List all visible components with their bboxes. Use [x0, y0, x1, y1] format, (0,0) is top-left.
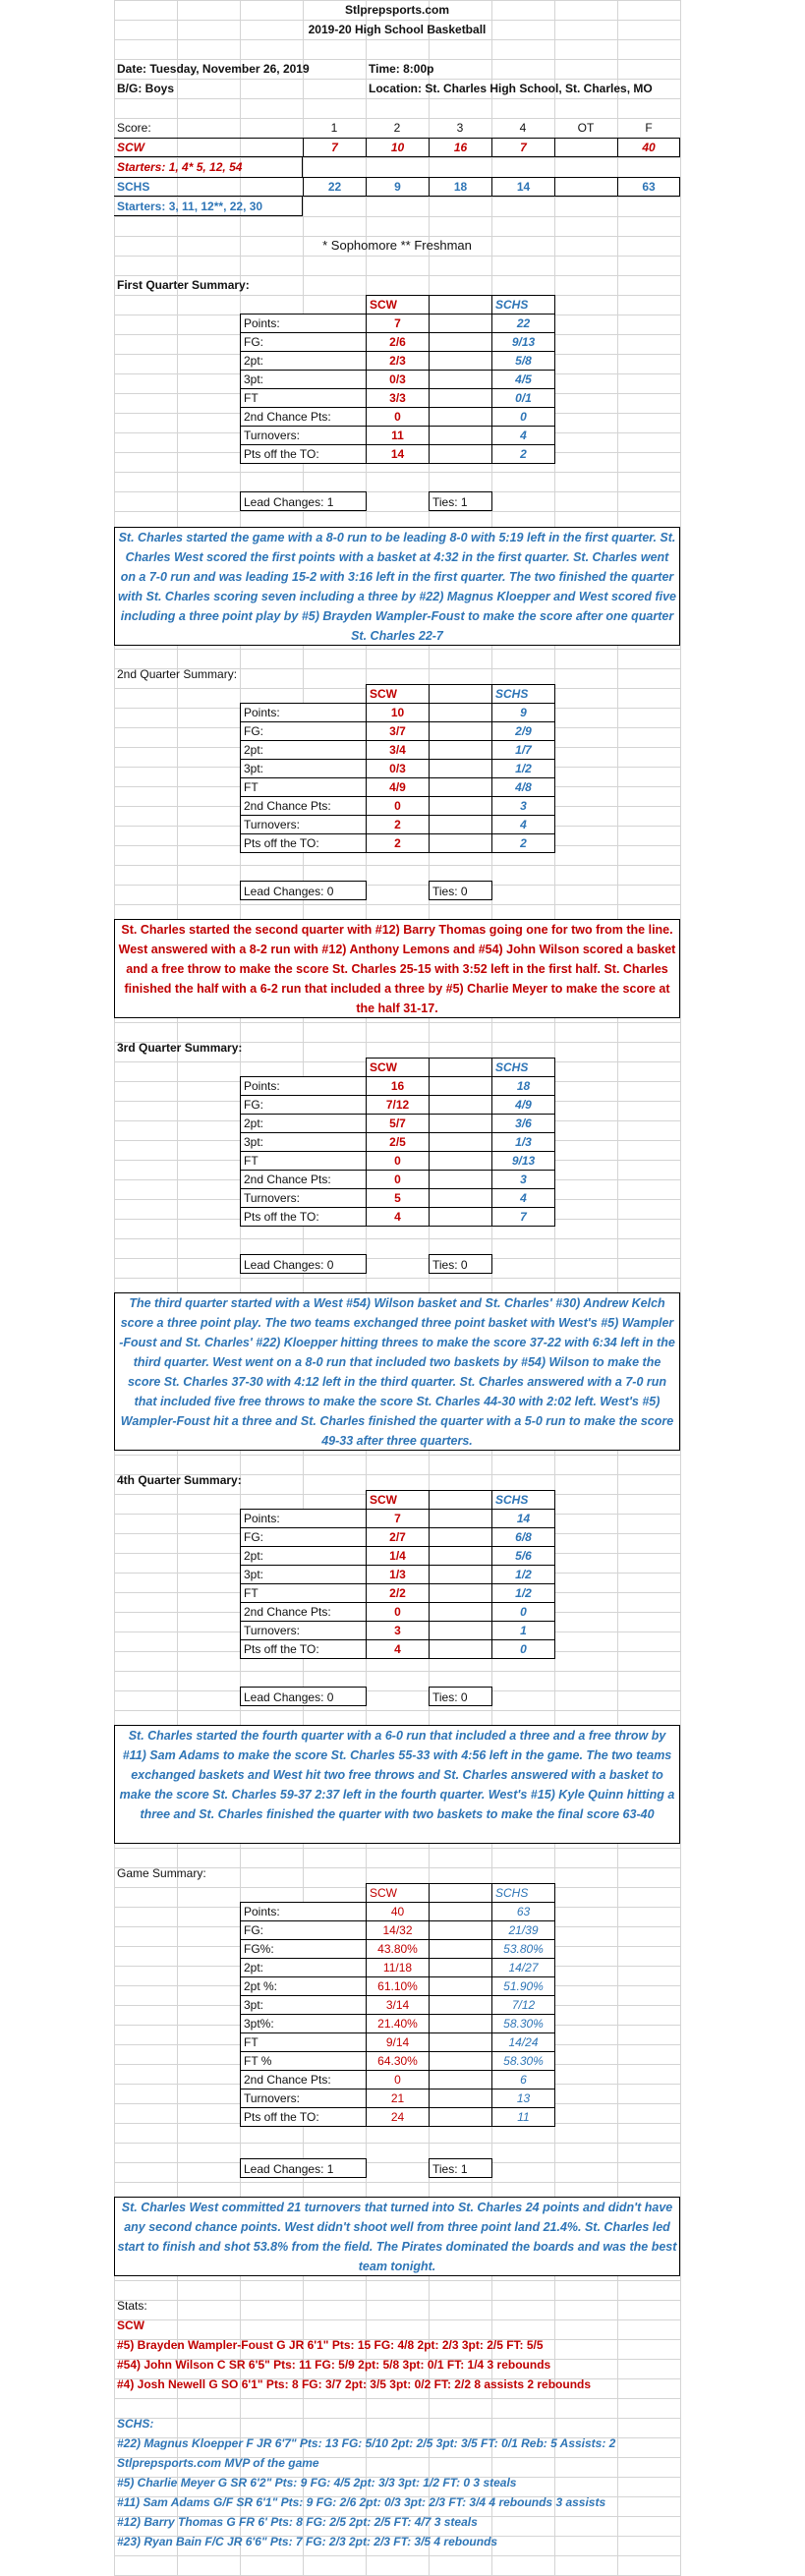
schs-player-line: #12) Barry Thomas G FR 6' Pts: 8 FG: 2/5 2pt: 2/5 FT: 4/7 3 steals: [117, 2515, 478, 2529]
table-row: Turnovers: 11 4: [241, 427, 555, 445]
table-row: Pts off the TO: 4 7: [241, 1208, 555, 1227]
table-row: FT 3/3 0/1: [241, 389, 555, 408]
scw-starters: Starters: 1, 4* 5, 12, 54: [114, 157, 303, 177]
table-row: 3pt: 0/3 1/2: [241, 760, 555, 778]
schs-player-line: #11) Sam Adams G/F SR 6'1" Pts: 9 FG: 2/6 2pt: 0/3 3pt: 2/3 FT: 3/4 4 rebounds 3 assists: [117, 2495, 606, 2509]
q1-stats-table: [240, 295, 555, 464]
scw-header: SCW: [367, 685, 430, 704]
table-row: 2pt: 5/7 3/6: [241, 1115, 555, 1133]
table-row: FG: 14/32 21/39: [241, 1921, 555, 1940]
scw-player-line: #4) Josh Newell G SO 6'1" Pts: 8 FG: 3/7 2pt: 3/5 3pt: 0/2 FT: 2/2 8 assists 2 rebounds: [117, 2377, 592, 2391]
table-row: FG: 7/12 4/9: [241, 1096, 555, 1115]
table-row: Pts off the TO: 14 2: [241, 445, 555, 464]
q2-lead-changes: Lead Changes: 0: [240, 881, 367, 900]
table-row: 2nd Chance Pts: 0 0: [241, 1603, 555, 1622]
schs-header: SCHS: [492, 1884, 555, 1903]
table-row: FT 4/9 4/8: [241, 778, 555, 797]
q4-lead-changes: Lead Changes: 0: [240, 1687, 367, 1706]
schs-header: SCHS: [492, 685, 555, 704]
schs-q1-score: 22: [303, 177, 366, 197]
table-row: 2nd Chance Pts: 0 3: [241, 1171, 555, 1189]
schs-q4-score: 14: [491, 177, 554, 197]
game-narrative: St. Charles West committed 21 turnovers that turned into St. Charles 24 points and didn't have any second chance points. West didn't shoot well from three point land 21.4%. St. Charles led start to finish and shot 53.8% from the field. The Pirates dominated the boards and was the best team tonight.: [114, 2197, 680, 2276]
game-date: Date: Tuesday, November 26, 2019: [117, 62, 310, 76]
q4-stats-table: [240, 1490, 555, 1659]
schs-stats-label: SCHS:: [117, 2417, 154, 2431]
period-header: OT: [577, 121, 595, 135]
table-row: Points: 10 9: [241, 704, 555, 722]
period-header: 2: [393, 121, 401, 135]
table-header-row: [241, 685, 555, 704]
table-row: Pts off the TO: 2 2: [241, 834, 555, 853]
table-row: 2pt %: 61.10% 51.90%: [241, 1977, 555, 1996]
table-row: FG: 2/6 9/13: [241, 333, 555, 352]
gender: B/G: Boys: [117, 82, 175, 95]
game-location: Location: St. Charles High School, St. Charles, MO: [369, 82, 653, 95]
game-lead-changes: Lead Changes: 1: [240, 2158, 367, 2178]
table-row: 3pt%: 21.40% 58.30%: [241, 2015, 555, 2033]
q3-narrative: The third quarter started with a West #54) Wilson basket and St. Charles' #30) Andrew Kelch score a three point play. The two teams exchanged three point basket with West's #5) Wampler -Foust and St. Charles' #22) Kloepper hitting threes to make the score 37-22 with 6:34 left in the third quarter. West went on a 8-0 run that included two baskets by #54) Wilson to make the score St. Charles 37-30 with 4:12 left in the third quarter. St. Charles answered with a 7-0 run that included five free throws to make the score St. Charles 44-30 with 2:02 left. West's #5) Wampler-Foust hit a three and St. Charles finished the quarter with a 5-0 run to make the score 49-33 after three quarters.: [114, 1292, 680, 1451]
table-header-row: [241, 296, 555, 315]
scw-player-line: #5) Brayden Wampler-Foust G JR 6'1" Pts: 15 FG: 4/8 2pt: 2/3 3pt: 2/5 FT: 5/5: [117, 2338, 544, 2352]
table-header-row: [241, 1059, 555, 1077]
table-row: FT 0 9/13: [241, 1152, 555, 1171]
scw-q4-score: 7: [491, 138, 554, 157]
table-row: Turnovers: 2 4: [241, 816, 555, 834]
scw-header: SCW: [367, 1059, 430, 1077]
schs-header: SCHS: [492, 1491, 555, 1510]
scw-q1-score: 7: [303, 138, 366, 157]
q2-ties: Ties: 0: [429, 881, 492, 900]
q1-title: First Quarter Summary:: [117, 278, 250, 292]
season-title: 2019-20 High School Basketball: [308, 23, 487, 36]
table-header-row: [241, 1491, 555, 1510]
table-row: Points: 7 14: [241, 1510, 555, 1528]
period-header: F: [645, 121, 653, 135]
q2-stats-table: [240, 684, 555, 853]
table-row: Turnovers: 5 4: [241, 1189, 555, 1208]
scw-header: SCW: [367, 1491, 430, 1510]
table-row: 3pt: 1/3 1/2: [241, 1566, 555, 1584]
class-legend: * Sophomore ** Freshman: [322, 238, 472, 253]
table-row: FG%: 43.80% 53.80%: [241, 1940, 555, 1959]
stats-title: Stats:: [117, 2299, 147, 2313]
scw-header: SCW: [367, 1884, 430, 1903]
q1-narrative: St. Charles started the game with a 8-0 run to be leading 8-0 with 5:19 left in the first quarter. St. Charles West scored the first points with a basket at 4:32 in the first quarter. St. Charles went on a 7-0 run and was leading 15-2 with 3:16 left in the first quarter. The two finished the quarter with St. Charles scoring seven including a three by #22) Magnus Kloepper and West scored five including a three point play by #5) Brayden Wampler-Foust to make the score after one quarter St. Charles 22-7: [114, 527, 680, 646]
table-row: FT 9/14 14/24: [241, 2033, 555, 2052]
table-row: Pts off the TO: 24 11: [241, 2108, 555, 2127]
q4-narrative: St. Charles started the fourth quarter with a 6-0 run that included a three and a free throw by #11) Sam Adams to make the score St. Charles 55-33 with 4:56 left in the game. The two teams exchanged baskets and West hit two free throws and St. Charles answered with a basket to make the score St. Charles 59-37 2:37 left in the fourth quarter. West's #15) Kyle Quinn hitting a three and St. Charles finished the quarter with two baskets to make the final score 63-40: [114, 1725, 680, 1844]
table-row: FT 2/2 1/2: [241, 1584, 555, 1603]
schs-player-line: #23) Ryan Bain F/C JR 6'6" Pts: 7 FG: 2/3 2pt: 2/3 FT: 3/5 4 rebounds: [117, 2535, 498, 2548]
table-row: 3pt: 2/5 1/3: [241, 1133, 555, 1152]
q1-ties: Ties: 1: [429, 491, 492, 511]
table-row: 2nd Chance Pts: 0 3: [241, 797, 555, 816]
game-summary-table: [240, 1883, 555, 2127]
period-header: 3: [456, 121, 464, 135]
scw-ot-score: [554, 138, 617, 157]
q3-stats-table: [240, 1058, 555, 1227]
table-row: 2nd Chance Pts: 0 0: [241, 408, 555, 427]
q2-narrative: St. Charles started the second quarter with #12) Barry Thomas going one for two from the line. West answered with a 8-2 run with #12) Anthony Lemons and #54) John Wilson scored a basket and a free throw to make the score St. Charles 25-15 with 3:52 left in the first half. St. Charles finished the half with a 6-2 run that included a three by #5) Charlie Meyer to make the score at the half 31-17.: [114, 919, 680, 1018]
table-header-row: [241, 1884, 555, 1903]
scw-team-name: SCW: [117, 141, 144, 154]
table-row: Points: 7 22: [241, 315, 555, 333]
table-row: 3pt: 0/3 4/5: [241, 371, 555, 389]
game-time: Time: 8:00p: [369, 62, 434, 76]
q3-ties: Ties: 0: [429, 1254, 492, 1274]
table-row: 2pt: 3/4 1/7: [241, 741, 555, 760]
schs-starters: Starters: 3, 11, 12**, 22, 30: [114, 197, 303, 216]
scw-stats-label: SCW: [117, 2318, 144, 2332]
q3-lead-changes: Lead Changes: 0: [240, 1254, 367, 1274]
schs-team-name: SCHS: [117, 180, 150, 194]
schs-ot-score: [554, 177, 617, 197]
schs-player-line: #5) Charlie Meyer G SR 6'2" Pts: 9 FG: 4/5 2pt: 3/3 3pt: 1/2 FT: 0 3 steals: [117, 2476, 517, 2490]
table-row: 2nd Chance Pts: 0 6: [241, 2071, 555, 2089]
game-summary-title: Game Summary:: [117, 1866, 206, 1880]
scw-player-line: #54) John Wilson C SR 6'5" Pts: 11 FG: 5/9 2pt: 5/8 3pt: 0/1 FT: 1/4 3 rebounds: [117, 2358, 551, 2372]
scw-final-score: 40: [617, 138, 680, 157]
game-ties: Ties: 1: [429, 2158, 492, 2178]
period-header: 1: [330, 121, 338, 135]
schs-header: SCHS: [492, 1059, 555, 1077]
score-label: Score:: [117, 121, 151, 135]
period-header: 4: [519, 121, 527, 135]
scw-q3-score: 16: [429, 138, 491, 157]
table-row: FG: 2/7 6/8: [241, 1528, 555, 1547]
schs-final-score: 63: [617, 177, 680, 197]
schs-header: SCHS: [492, 296, 555, 315]
table-row: Points: 16 18: [241, 1077, 555, 1096]
scw-q2-score: 10: [366, 138, 429, 157]
q1-lead-changes: Lead Changes: 1: [240, 491, 367, 511]
q4-title: 4th Quarter Summary:: [117, 1473, 242, 1487]
site-title: Stlprepsports.com: [344, 3, 450, 17]
table-row: FG: 3/7 2/9: [241, 722, 555, 741]
scw-header: SCW: [367, 296, 430, 315]
table-row: Pts off the TO: 4 0: [241, 1640, 555, 1659]
q4-ties: Ties: 0: [429, 1687, 492, 1706]
q3-title: 3rd Quarter Summary:: [117, 1041, 243, 1055]
table-row: 2pt: 1/4 5/6: [241, 1547, 555, 1566]
table-row: Points: 40 63: [241, 1903, 555, 1921]
mvp-note: Stlprepsports.com MVP of the game: [117, 2456, 319, 2470]
table-row: FT % 64.30% 58.30%: [241, 2052, 555, 2071]
schs-q3-score: 18: [429, 177, 491, 197]
table-row: Turnovers: 3 1: [241, 1622, 555, 1640]
schs-player-line: #22) Magnus Kloepper F JR 6'7" Pts: 13 FG: 5/10 2pt: 2/5 3pt: 3/5 FT: 0/1 Reb: 5 Assists: 2: [117, 2436, 616, 2450]
table-row: Turnovers: 21 13: [241, 2089, 555, 2108]
table-row: 2pt: 2/3 5/8: [241, 352, 555, 371]
schs-q2-score: 9: [366, 177, 429, 197]
q2-title: 2nd Quarter Summary:: [117, 667, 238, 681]
table-row: 2pt: 11/18 14/27: [241, 1959, 555, 1977]
table-row: 3pt: 3/14 7/12: [241, 1996, 555, 2015]
